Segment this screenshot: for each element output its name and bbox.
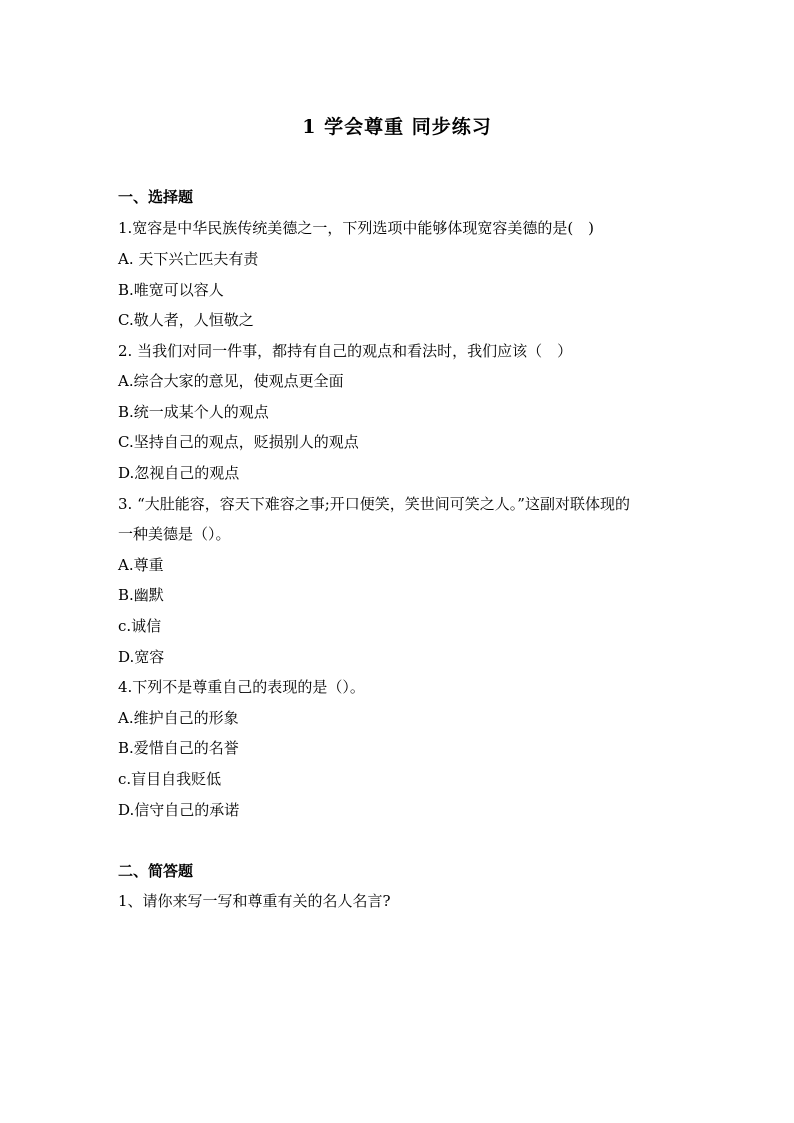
section-heading-short-answer: 二、简答题 bbox=[118, 862, 194, 880]
question-2-option-d: D.忽视自己的观点 bbox=[118, 464, 240, 482]
question-3-option-a: A.尊重 bbox=[118, 556, 164, 574]
question-4-option-a: A.维护自己的形象 bbox=[118, 709, 239, 727]
page-title: 1 学会尊重 同步练习 bbox=[302, 116, 492, 138]
question-4-option-b: B.爱惜自己的名誉 bbox=[118, 739, 239, 757]
question-3-option-b: B.幽默 bbox=[118, 586, 164, 604]
question-4-stem: 4.下列不是尊重自己的表现的是（）。 bbox=[118, 678, 365, 696]
question-3-stem-line1: 3. “大肚能容，容天下难容之事;开口便笑，笑世间可笑之人。”这副对联体现的 bbox=[118, 495, 630, 513]
question-4-option-d: D.信守自己的承诺 bbox=[118, 801, 240, 819]
section-heading-choice: 一、选择题 bbox=[118, 188, 194, 206]
question-2-stem: 2. 当我们对同一件事，都持有自己的观点和看法时，我们应该（ ） bbox=[118, 342, 573, 360]
question-1-option-c: C.敬人者，人恒敬之 bbox=[118, 311, 254, 329]
question-3-option-c: c.诚信 bbox=[118, 617, 162, 635]
question-1-option-a: A. 天下兴亡匹夫有责 bbox=[118, 250, 259, 268]
question-2-option-a: A.综合大家的意见，使观点更全面 bbox=[118, 372, 344, 390]
question-2-option-b: B.统一成某个人的观点 bbox=[118, 403, 269, 421]
question-2-option-c: C.坚持自己的观点，贬损别人的观点 bbox=[118, 433, 359, 451]
question-1-option-b: B.唯宽可以容人 bbox=[118, 281, 224, 299]
question-3-option-d: D.宽容 bbox=[118, 648, 165, 666]
question-3-stem-line2: 一种美德是（）。 bbox=[118, 525, 231, 543]
question-4-option-c: c.盲目自我贬低 bbox=[118, 770, 222, 788]
question-1-stem: 1.宽容是中华民族传统美德之一，下列选项中能够体现宽容美德的是( ) bbox=[118, 219, 595, 237]
short-answer-question-1: 1、请你来写一写和尊重有关的名人名言? bbox=[118, 892, 391, 910]
